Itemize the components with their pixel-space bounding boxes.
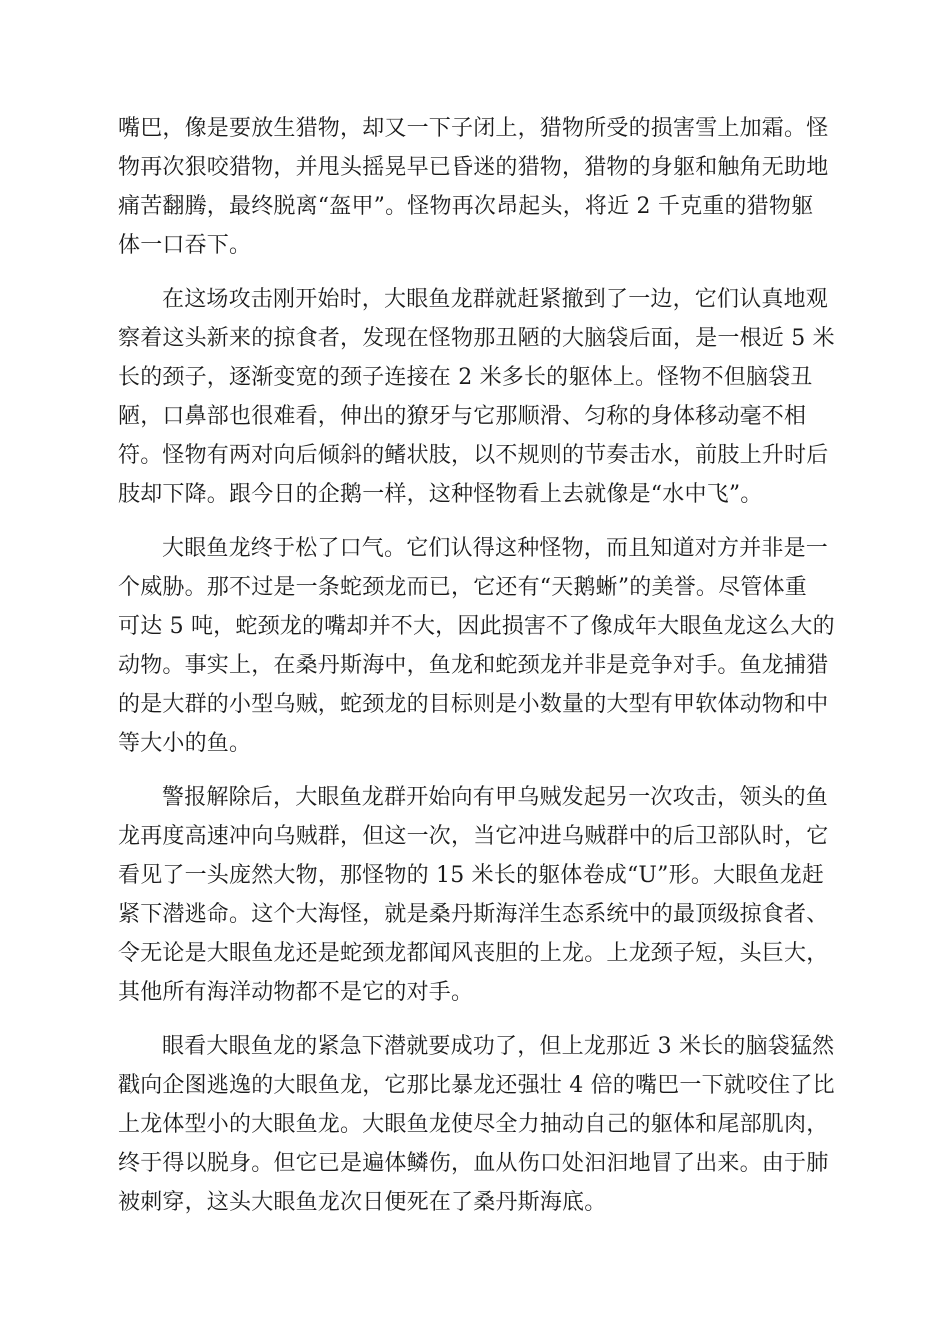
paragraph-5-line-3: 上龙体型小的大眼鱼龙。大眼鱼龙使尽全力抽动自己的躯体和尾部肌肉， xyxy=(118,1112,829,1137)
paragraph-3-line-5: 的是大群的小型乌贼，蛇颈龙的目标则是小数量的大型有甲软体动物和中 xyxy=(118,692,829,717)
paragraph-3-line-6: 等大小的鱼。 xyxy=(118,731,252,756)
paragraph-4-line-4: 紧下潜逃命。这个大海怪，就是桑丹斯海洋生态系统中的最顶级掠食者、 xyxy=(118,902,829,927)
paragraph-5-line-5: 被刺穿，这头大眼鱼龙次日便死在了桑丹斯海底。 xyxy=(118,1190,607,1215)
paragraph-2-line-1: 在这场攻击刚开始时，大眼鱼龙群就赶紧撤到了一边，它们认真地观 xyxy=(162,287,829,312)
paragraph-2-line-5: 符。怪物有两对向后倾斜的鳍状肢，以不规则的节奏击水，前肢上升时后 xyxy=(118,443,829,468)
paragraph-1-line-1: 嘴巴，像是要放生猎物，却又一下子闭上，猎物所受的损害雪上加霜。怪 xyxy=(118,116,829,141)
paragraph-2-line-2: 察着这头新来的掠食者，发现在怪物那丑陋的大脑袋后面，是一根近 5 米 xyxy=(118,326,835,351)
paragraph-2-line-4: 陋，口鼻部也很难看，伸出的獠牙与它那顺滑、匀称的身体移动毫不相 xyxy=(118,404,807,429)
paragraph-3-line-3: 可达 5 吨，蛇颈龙的嘴却并不大，因此损害不了像成年大眼鱼龙这么大的 xyxy=(118,614,835,639)
paragraph-4-line-6: 其他所有海洋动物都不是它的对手。 xyxy=(118,980,474,1005)
paragraph-1-line-4: 体一口吞下。 xyxy=(118,233,252,258)
paragraph-2-line-6: 肢却下降。跟今日的企鹅一样，这种怪物看上去就像是“水中飞”。 xyxy=(118,482,763,507)
paragraph-4-line-2: 龙再度高速冲向乌贼群，但这一次，当它冲进乌贼群中的后卫部队时，它 xyxy=(118,824,829,849)
paragraph-2-line-3: 长的颈子，逐渐变宽的颈子连接在 2 米多长的躯体上。怪物不但脑袋丑 xyxy=(118,365,813,390)
paragraph-1-line-3: 痛苦翻腾，最终脱离“盔甲”。怪物再次昂起头，将近 2 千克重的猎物躯 xyxy=(118,194,814,219)
paragraph-3-line-1: 大眼鱼龙终于松了口气。它们认得这种怪物，而且知道对方并非是一 xyxy=(162,536,829,561)
paragraph-5-line-2: 戳向企图逃逸的大眼鱼龙，它那比暴龙还强壮 4 倍的嘴巴一下就咬住了比 xyxy=(118,1073,835,1098)
paragraph-3-line-2: 个威胁。那不过是一条蛇颈龙而已，它还有“天鹅蜥”的美誉。尽管体重 xyxy=(118,575,807,600)
paragraph-3-line-4: 动物。事实上，在桑丹斯海中，鱼龙和蛇颈龙并非是竞争对手。鱼龙捕猎 xyxy=(118,653,829,678)
paragraph-4-line-1: 警报解除后，大眼鱼龙群开始向有甲乌贼发起另一次攻击，领头的鱼 xyxy=(162,785,829,810)
paragraph-4-line-5: 令无论是大眼鱼龙还是蛇颈龙都闻风丧胆的上龙。上龙颈子短，头巨大， xyxy=(118,941,829,966)
paragraph-4-line-3: 看见了一头庞然大物，那怪物的 15 米长的躯体卷成“U”形。大眼鱼龙赶 xyxy=(118,863,825,888)
paragraph-1-line-2: 物再次狠咬猎物，并甩头摇晃早已昏迷的猎物，猎物的身躯和触角无助地 xyxy=(118,155,829,180)
paragraph-5-line-4: 终于得以脱身。但它已是遍体鳞伤，血从伤口处汩汩地冒了出来。由于肺 xyxy=(118,1151,829,1176)
paragraph-5-line-1: 眼看大眼鱼龙的紧急下潜就要成功了，但上龙那近 3 米长的脑袋猛然 xyxy=(162,1034,835,1059)
